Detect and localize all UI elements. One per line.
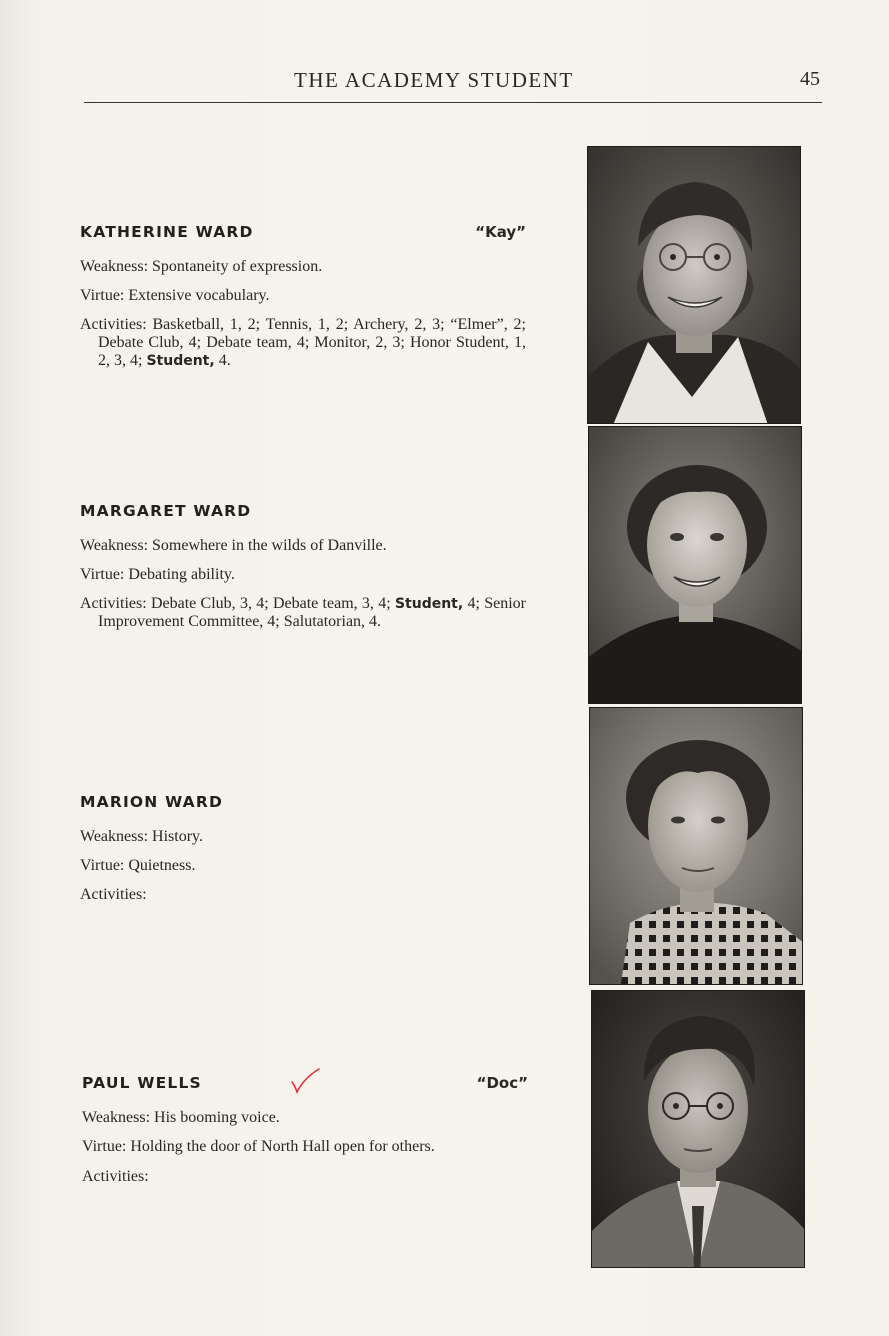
activities-text: [80, 595, 526, 631]
activities-list: Activities: Basketball, 1, 2; Tennis, 1, 2; Archery, 2, 3; “Elmer”, 2; Debate Club, 4; Debate team, 4; Monitor, 2, 3; Honor Student, 1, 2, 3, 4;: [80, 316, 526, 369]
weakness-text: Weakness: Somewhere in the wilds of Danville.: [80, 537, 387, 554]
photo-margaret-ward: [588, 426, 802, 704]
name-line: [80, 794, 526, 816]
student-name: PAUL WELLS: [82, 1074, 202, 1092]
student-name: KATHERINE WARD: [80, 223, 254, 241]
photo-katherine-ward: [587, 146, 801, 424]
weakness-text: Weakness: Spontaneity of expression.: [80, 258, 323, 275]
activities-suffix: 4.: [214, 352, 231, 369]
student-nickname: “Doc”: [476, 1074, 528, 1092]
virtue-text: Virtue: Debating ability.: [80, 566, 235, 583]
activities-text: [82, 1168, 528, 1186]
activities-suffix: 4; Senior Improvement Committee, 4; Salutatorian, 4.: [98, 595, 526, 630]
page-number: 45: [800, 68, 820, 90]
student-nickname: “Kay”: [475, 223, 526, 241]
publication-title: THE ACADEMY STUDENT: [294, 68, 574, 92]
name-line: [80, 503, 526, 525]
page-header: [84, 66, 822, 103]
activities-text: [80, 316, 526, 370]
activities-list: Activities:: [80, 886, 147, 903]
activities-list: Activities: Debate Club, 3, 4; Debate team, 3, 4;: [80, 595, 395, 612]
student-entry-margaret-ward: [80, 503, 526, 643]
virtue-text: Virtue: Extensive vocabulary.: [80, 287, 270, 304]
photo-marion-ward: [589, 707, 803, 985]
student-name: MARION WARD: [80, 793, 224, 811]
activities-bold: Student,: [146, 353, 215, 369]
activities-bold: Student,: [394, 596, 464, 612]
weakness-text: Weakness: His booming voice.: [82, 1109, 280, 1126]
student-entry-katherine-ward: [80, 224, 526, 382]
name-line: [80, 224, 526, 246]
virtue-text: Virtue: Quietness.: [80, 857, 196, 874]
activities-text: [80, 886, 526, 904]
photo-paul-wells: [591, 990, 805, 1268]
red-check-mark-icon: [289, 1066, 323, 1096]
activities-list: Activities:: [82, 1168, 149, 1185]
virtue-text: Virtue: Holding the door of North Hall open for others.: [82, 1138, 435, 1155]
weakness-text: Weakness: History.: [80, 828, 203, 845]
student-entry-marion-ward: [80, 794, 526, 916]
student-name: MARGARET WARD: [80, 502, 252, 520]
